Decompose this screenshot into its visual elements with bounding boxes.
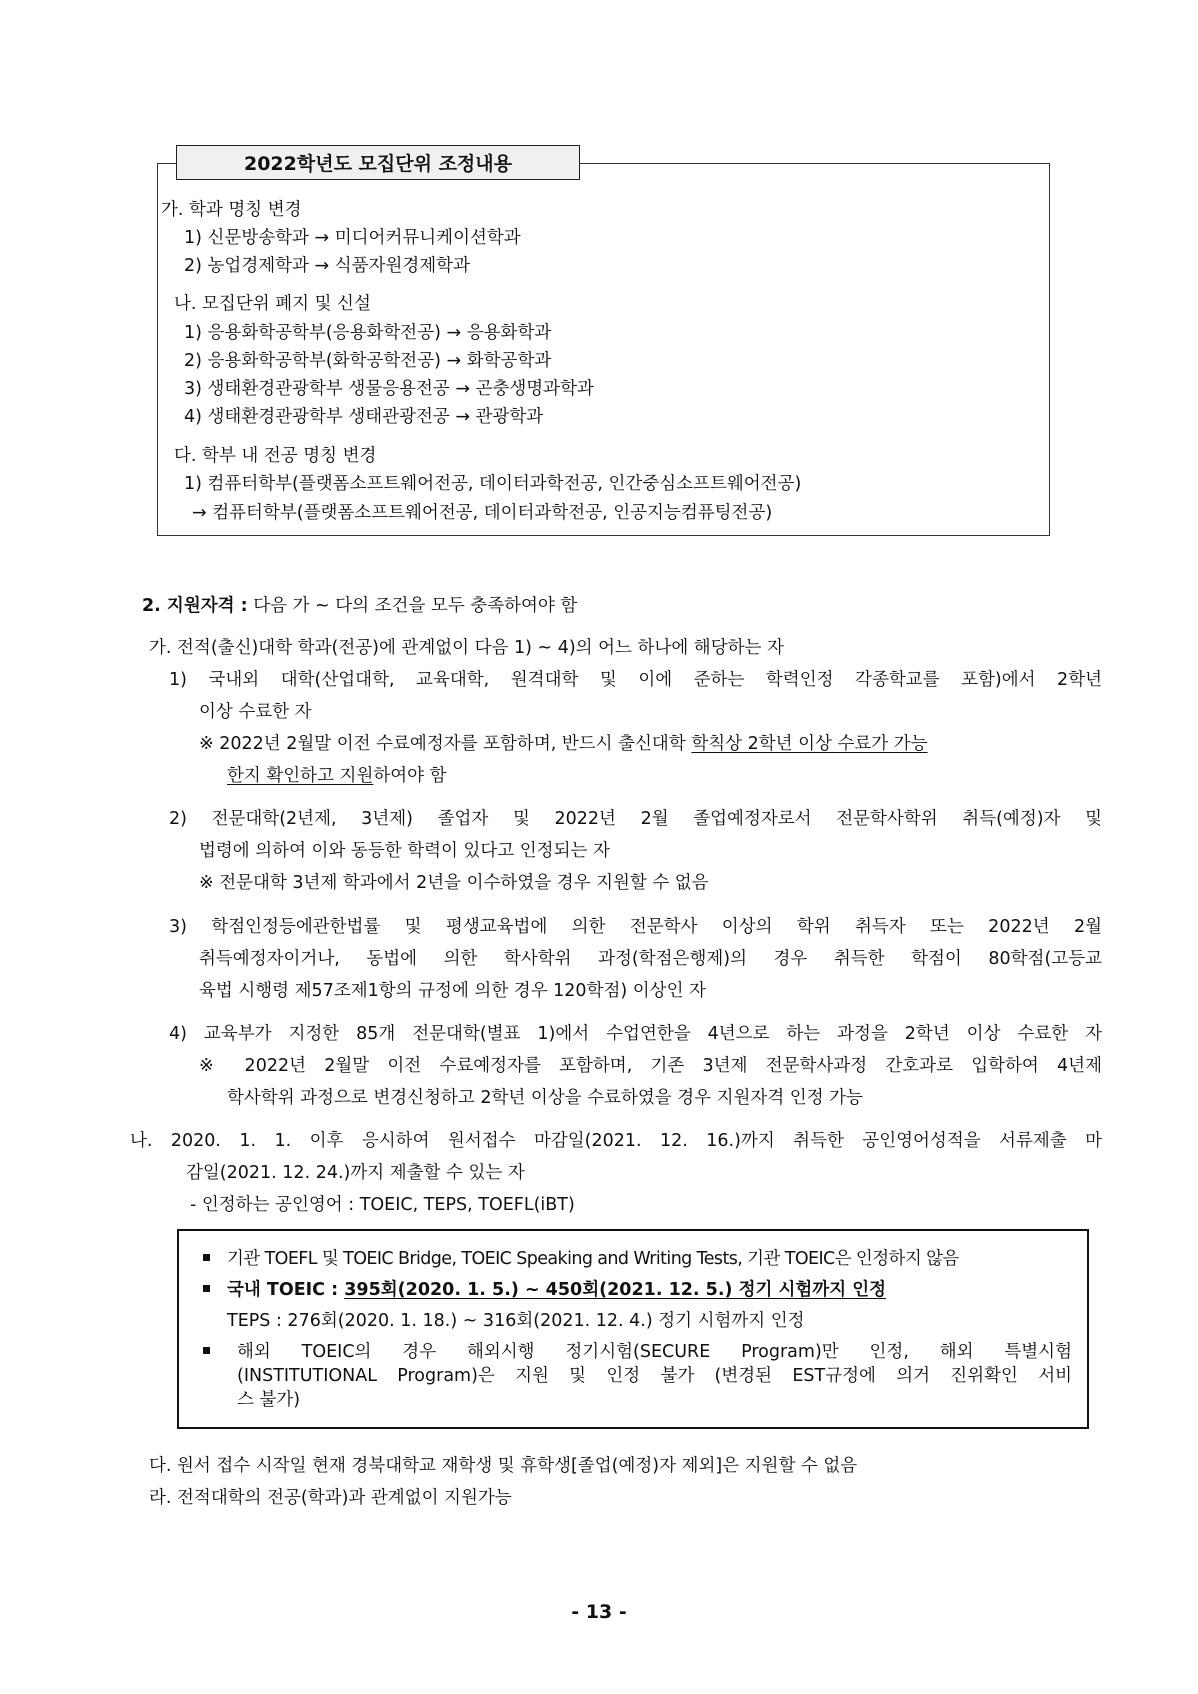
qual-ga-2-line-1: 2) 전문대학(2년제, 3년제) 졸업자 및 2022년 2월 졸업예정자로서 전문학사학위 취득(예정)자 및 xyxy=(169,809,1102,829)
note-underlined: 한지 확인하고 지원 xyxy=(227,766,374,786)
square-bullet-icon xyxy=(203,1347,210,1354)
qualification-heading xyxy=(142,592,577,617)
qualification-heading-label: 2. 지원자격 : xyxy=(142,596,248,616)
adjust-ga-item-2: 2) 농업경제학과 → 식품자원경제학과 xyxy=(184,256,470,276)
qual-na-line-1: 나. 2020. 1. 1. 이후 응시하여 원서접수 마감일(2021. 12. 16.)까지 취득한 공인영어성적을 서류제출 마 xyxy=(130,1131,1102,1151)
adjustment-box-title xyxy=(176,145,580,180)
qual-ga: 가. 전적(출신)대학 학과(전공)에 관계없이 다음 1) ~ 4)의 어느 하나에 해당하는 자 xyxy=(149,638,784,658)
adjust-na-item-3: 3) 생태환경관광학부 생물응용전공 → 곤충생명과학과 xyxy=(184,379,594,399)
eng-teps-line: TEPS : 276회(2020. 1. 18.) ~ 316회(2021. 12. 4.) 정기 시험까지 인정 xyxy=(227,1311,805,1331)
adjust-na-item-2: 2) 응용화학공학부(화학공학전공) → 화학공학과 xyxy=(184,351,552,371)
qual-na-line-2: 감일(2021. 12. 24.)까지 제출할 수 있는 자 xyxy=(186,1163,525,1183)
eng-bullet-1: 기관 TOEFL 및 TOEIC Bridge, TOEIC Speaking and Writing Tests, 기관 TOEIC은 인정하지 않음 xyxy=(227,1249,959,1269)
eng-bullet-3-line-1: 해외 TOEIC의 경우 해외시행 정기시험(SECURE Program)만 인정, 해외 특별시험 xyxy=(237,1342,1072,1362)
adjust-section-ga: 가. 학과 명칭 변경 xyxy=(161,200,302,220)
adjust-da-item-1: 1) 컴퓨터학부(플랫폼소프트웨어전공, 데이터과학전공, 인간중심소프트웨어전공) xyxy=(184,474,802,494)
eng-bullet-3-line-3: 스 불가) xyxy=(237,1390,301,1410)
qual-ga-2-note: ※ 전문대학 3년제 학과에서 2년을 이수하였을 경우 지원할 수 없음 xyxy=(199,873,709,893)
square-bullet-icon xyxy=(203,1254,210,1261)
qual-ga-4-note-line-1: ※ 2022년 2월말 이전 수료예정자를 포함하며, 기존 3년제 전문학사과정 간호과로 입학하여 4년제 xyxy=(199,1056,1102,1076)
domestic-toeic-range: 395회(2020. 1. 5.) ~ 450회(2021. 12. 5.) 정기 시험까지 인정 xyxy=(344,1280,886,1300)
adjust-section-da: 다. 학부 내 전공 명칭 변경 xyxy=(174,446,377,466)
qualification-heading-text: 다음 가 ~ 다의 조건을 모두 충족하여야 함 xyxy=(247,596,578,616)
note-text: ※ 2022년 2월말 이전 수료예정자를 포함하며, 반드시 출신대학 xyxy=(199,734,692,754)
adjust-ga-item-1: 1) 신문방송학과 → 미디어커뮤니케이션학과 xyxy=(184,228,521,248)
qual-ga-4-note-line-2: 학사학위 과정으로 변경신청하고 2학년 이상을 수료하였을 경우 지원자격 인정 가능 xyxy=(227,1088,863,1108)
qual-ra: 라. 전적대학의 전공(학과)과 관계없이 지원가능 xyxy=(149,1488,512,1508)
qual-ga-3-line-3: 육법 시행령 제57조제1항의 규정에 의한 경우 120학점) 이상인 자 xyxy=(199,981,706,1001)
adjust-section-na: 나. 모집단위 폐지 및 신설 xyxy=(174,294,371,314)
qual-ga-1-line-1: 1) 국내외 대학(산업대학, 교육대학, 원격대학 및 이에 준하는 학력인정 각종학교를 포함)에서 2학년 xyxy=(169,670,1102,690)
eng-bullet-3-line-2: (INSTITUTIONAL Program)은 지원 및 인정 불가 (변경된 EST규정에 의거 진위확인 서비 xyxy=(237,1366,1072,1386)
adjustment-title-text: 2022학년도 모집단위 조정내용 xyxy=(243,153,512,175)
adjust-na-item-1: 1) 응용화학공학부(응용화학전공) → 응용화학과 xyxy=(184,323,552,343)
adjust-da-item-2: → 컴퓨터학부(플랫폼소프트웨어전공, 데이터과학전공, 인공지능컴퓨팅전공) xyxy=(192,503,773,523)
qual-ga-3-line-2: 취득예정자이거나, 동법에 의한 학사학위 과정(학점은행제)의 경우 취득한 학점이 80학점(고등교 xyxy=(199,949,1102,969)
square-bullet-icon xyxy=(203,1285,210,1292)
qual-ga-1-note-line-2 xyxy=(227,762,447,787)
qual-na-line-3: - 인정하는 공인영어 : TOEIC, TEPS, TOEFL(iBT) xyxy=(190,1195,575,1215)
qual-ga-3-line-1: 3) 학점인정등에관한법률 및 평생교육법에 의한 전문학사 이상의 학위 취득자 또는 2022년 2월 xyxy=(169,917,1102,937)
qual-ga-1-note-line-1 xyxy=(199,730,928,755)
qual-ga-2-line-2: 법령에 의하여 이와 동등한 학력이 있다고 인정되는 자 xyxy=(199,841,610,861)
page-number: - 13 - xyxy=(571,1601,627,1623)
qual-da: 다. 원서 접수 시작일 현재 경북대학교 재학생 및 휴학생[졸업(예정)자 제외]은 지원할 수 없음 xyxy=(149,1456,858,1476)
note-text: 하여야 함 xyxy=(373,766,447,786)
note-underlined: 학칙상 2학년 이상 수료가 가능 xyxy=(691,734,928,754)
eng-bullet-2 xyxy=(227,1276,886,1301)
domestic-toeic-label: 국내 TOEIC : xyxy=(227,1280,345,1300)
qual-ga-4-line-1: 4) 교육부가 지정한 85개 전문대학(별표 1)에서 수업연한을 4년으로 하는 과정을 2학년 이상 수료한 자 xyxy=(169,1024,1102,1044)
adjust-na-item-4: 4) 생태환경관광학부 생태관광전공 → 관광학과 xyxy=(184,407,544,427)
qual-ga-1-line-2: 이상 수료한 자 xyxy=(199,702,312,722)
